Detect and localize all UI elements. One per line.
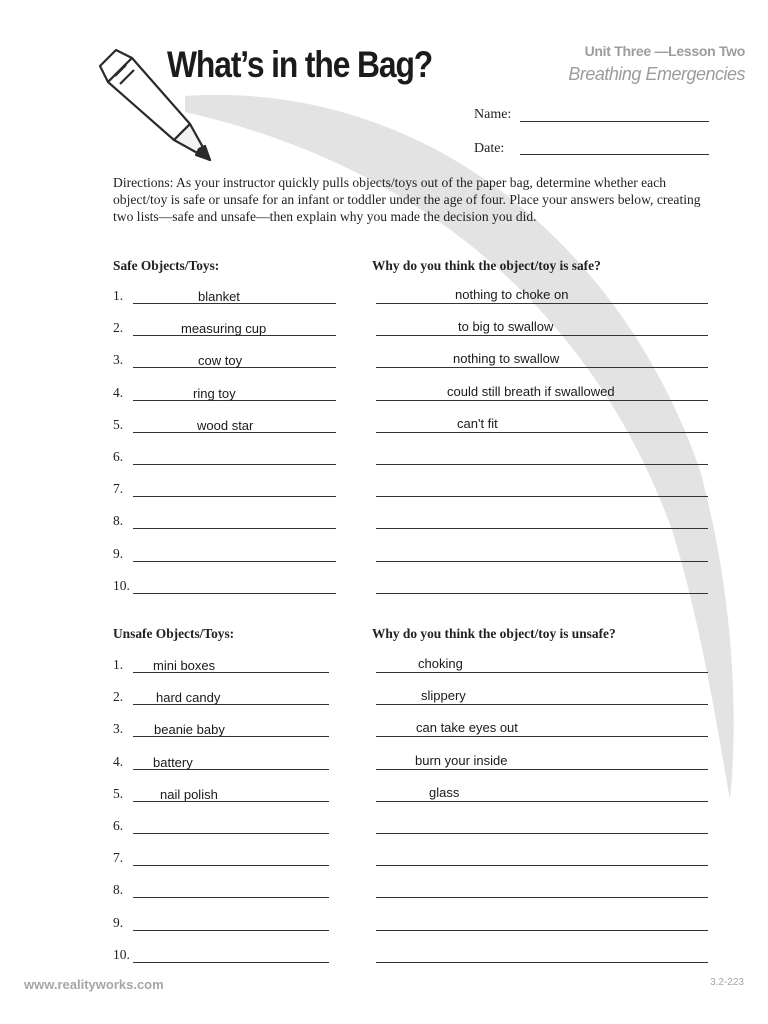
unsafe-row-number: 3. (113, 721, 124, 737)
safe-item-field[interactable] (133, 561, 336, 562)
date-label: Date: (474, 141, 505, 156)
unsafe-heading: Unsafe Objects/Toys: (113, 626, 235, 641)
safe-row-number: 4. (113, 384, 124, 400)
safe-item-text: cow toy (198, 353, 243, 369)
safe-item-field[interactable] (133, 496, 336, 497)
unit-lesson-label: Unit Three —Lesson Two (584, 43, 745, 59)
unsafe-reason-text: slippery (421, 688, 466, 704)
unsafe-item-text: nail polish (160, 786, 218, 802)
safe-row-number: 10. (113, 577, 130, 593)
safe-item-field[interactable] (133, 464, 336, 465)
unsafe-item-field[interactable] (133, 962, 329, 963)
safe-row-number: 3. (113, 352, 124, 368)
unsafe-item-field[interactable] (133, 865, 329, 866)
safe-reason-field[interactable] (376, 400, 708, 401)
unsafe-reason-field[interactable] (376, 672, 708, 673)
unsafe-row-number: 6. (113, 818, 124, 833)
safe-reason-text: to big to swallow (458, 319, 554, 335)
safe-reason-text: nothing to swallow (453, 351, 560, 367)
safe-item-text: ring toy (193, 385, 236, 401)
unsafe-row-number: 5. (113, 785, 124, 801)
unsafe-reason-field[interactable] (376, 736, 708, 737)
safe-reason-text: could still breath if swallowed (447, 383, 615, 399)
safe-row-number: 9. (113, 545, 124, 561)
unsafe-row-number: 1. (113, 657, 124, 672)
unsafe-row-number: 2. (113, 689, 124, 705)
unsafe-row-number: 9. (113, 914, 124, 930)
page-number: 3.2-223 (710, 977, 744, 988)
safe-reason-field[interactable] (376, 561, 708, 562)
safe-why-heading: Why do you think the object/toy is safe? (372, 258, 601, 273)
directions-text: Directions: As your instructor quickly pulls objects/toys out of the paper bag, determine whether each object/toy is safe or unsafe for an infant or toddler under the age of four. Place your answers below, creating two lists—safe and unsafe—then explain why you made the decision you did. (113, 175, 701, 224)
safe-item-field[interactable] (133, 593, 336, 594)
unsafe-why-heading: Why do you think the object/toy is unsafe? (372, 626, 616, 641)
name-field[interactable] (520, 121, 709, 122)
safe-reason-field[interactable] (376, 335, 708, 336)
unsafe-row-number: 7. (113, 850, 124, 866)
unsafe-reason-field[interactable] (376, 930, 708, 931)
unsafe-item-text: battery (153, 754, 193, 770)
unsafe-reason-field[interactable] (376, 704, 708, 705)
safe-row-number: 2. (113, 320, 124, 336)
safe-item-text: measuring cup (181, 321, 267, 337)
date-field[interactable] (520, 154, 709, 155)
safe-row-number: 5. (113, 416, 124, 432)
safe-item-text: blanket (198, 289, 240, 304)
unsafe-item-text: beanie baby (154, 722, 225, 738)
unsafe-reason-text: burn your inside (415, 752, 508, 768)
page-title: What’s in the Bag? (167, 44, 433, 85)
unsafe-reason-field[interactable] (376, 801, 708, 802)
unsafe-item-text: hard candy (156, 690, 221, 706)
unsafe-reason-text: choking (418, 656, 463, 671)
unsafe-item-field[interactable] (133, 930, 329, 931)
unsafe-reason-field[interactable] (376, 769, 708, 770)
unsafe-reason-field[interactable] (376, 897, 708, 898)
safe-item-field[interactable] (133, 528, 336, 529)
unsafe-row-number: 4. (113, 753, 124, 769)
name-label: Name: (474, 107, 512, 122)
safe-item-text: wood star (197, 417, 254, 433)
lesson-topic-label: Breathing Emergencies (568, 64, 745, 84)
unsafe-item-text: mini boxes (153, 658, 216, 673)
unsafe-row-number: 10. (113, 946, 130, 962)
safe-row-number: 8. (113, 513, 124, 529)
unsafe-reason-field[interactable] (376, 865, 708, 866)
safe-row-number: 1. (113, 288, 124, 303)
footer-url: www.realityworks.com (24, 977, 164, 992)
safe-reason-field[interactable] (376, 464, 708, 465)
safe-reason-field[interactable] (376, 593, 708, 594)
safe-reason-text: can't fit (457, 415, 498, 431)
safe-reason-field[interactable] (376, 432, 708, 433)
safe-heading: Safe Objects/Toys: (113, 258, 220, 273)
unsafe-reason-text: glass (429, 784, 460, 800)
unsafe-reason-field[interactable] (376, 962, 708, 963)
unsafe-reason-field[interactable] (376, 833, 708, 834)
unsafe-row-number: 8. (113, 882, 124, 898)
safe-reason-field[interactable] (376, 528, 708, 529)
safe-reason-field[interactable] (376, 496, 708, 497)
safe-row-number: 6. (113, 449, 124, 464)
safe-reason-field[interactable] (376, 367, 708, 368)
safe-row-number: 7. (113, 481, 124, 497)
safe-reason-field[interactable] (376, 303, 708, 304)
unsafe-item-field[interactable] (133, 833, 329, 834)
safe-reason-text: nothing to choke on (455, 287, 569, 302)
unsafe-reason-text: can take eyes out (416, 720, 518, 736)
unsafe-item-field[interactable] (133, 897, 329, 898)
